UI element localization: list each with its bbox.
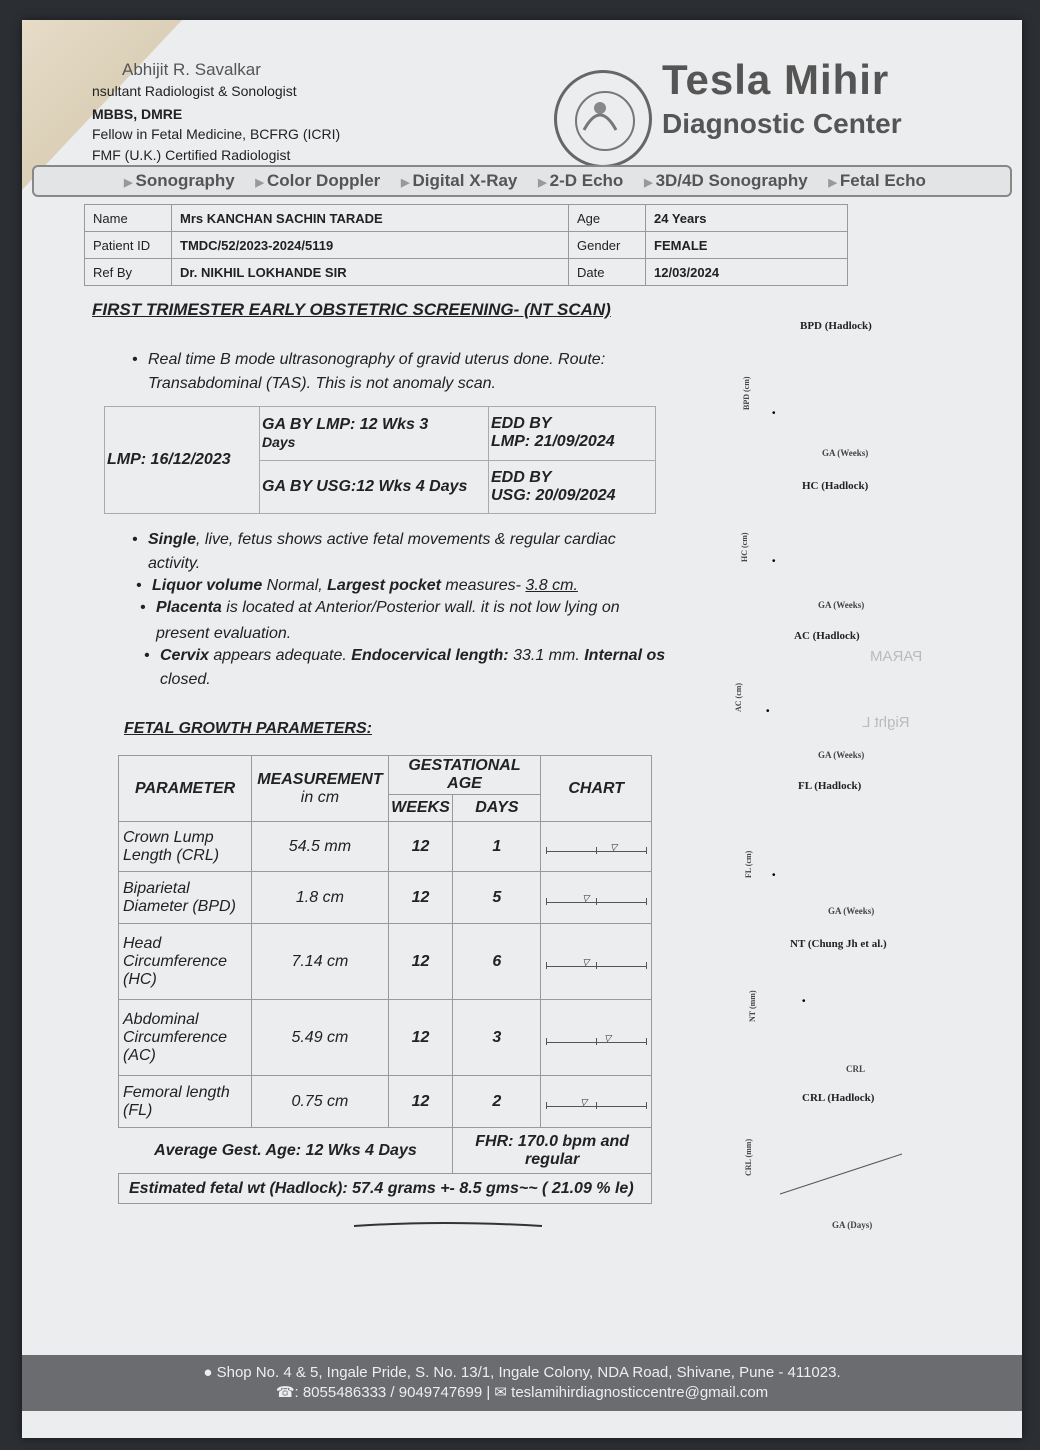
- finding-fetus: [148, 528, 616, 552]
- hc-chart-point: •: [772, 556, 776, 567]
- row-weeks: 12: [388, 822, 453, 872]
- row-parameter: [119, 1076, 252, 1128]
- footer-address-line: [22, 1363, 1022, 1383]
- gauge-marker: ▽: [610, 842, 618, 852]
- referring-doctor: Dr. NIKHIL LOKHANDE SIR: [172, 259, 569, 286]
- table-row: [119, 872, 652, 924]
- report-sheet: [22, 20, 1022, 1438]
- gauge-tick: [596, 1102, 597, 1109]
- service-color-doppler: ▶ Color Doppler: [255, 171, 380, 190]
- col-weeks: WEEKS: [388, 795, 453, 822]
- footer-contact-line: ☎: 8055486333 / 9049747699 | ✉ teslamihirdiagnosticcentre@gmail.com: [275, 1384, 769, 1401]
- placenta-label: Placenta: [156, 599, 222, 616]
- param-line-2: Length (CRL): [123, 846, 220, 864]
- fl-chart-title: FL (Hadlock): [798, 780, 862, 792]
- lmp-cell: LMP: 16/12/2023: [105, 407, 260, 514]
- fhr-cell: [453, 1128, 652, 1174]
- endocervical-value: 33.1 mm.: [508, 647, 585, 664]
- row-measurement: 5.49 cm: [252, 1000, 388, 1076]
- ga-usg-cell: GA BY USG:12 Wks 4 Days: [260, 460, 489, 514]
- gauge-tick: [596, 847, 597, 854]
- crl-chart-line: [778, 1150, 908, 1200]
- row-chart: [541, 822, 652, 872]
- table-row: [119, 924, 652, 1000]
- finding-placenta: [156, 596, 620, 620]
- ga-lmp-cell: [260, 407, 489, 461]
- col-measurement-2: in cm: [300, 788, 340, 806]
- footer-phone: : 8055486333 / 9049747699: [294, 1384, 483, 1401]
- location-pin-icon: ●: [203, 1364, 213, 1381]
- row-parameter: [119, 822, 252, 872]
- pocket-value: 3.8 cm.: [525, 577, 578, 594]
- param-line-1: Femoral length: [123, 1083, 230, 1101]
- doctor-fellowship: Fellow in Fetal Medicine, BCFRG (ICRI): [92, 126, 341, 142]
- param-line-1: Head: [123, 934, 162, 952]
- side-charts: [722, 300, 1012, 1240]
- pocket-text: measures-: [440, 577, 526, 594]
- nt-chart-xlabel: CRL: [846, 1064, 866, 1074]
- edd-lmp-line-1: EDD BY: [491, 415, 552, 433]
- gauge-tick: [646, 898, 647, 905]
- gauge-marker: ▽: [582, 957, 590, 967]
- row-measurement: 0.75 cm: [252, 1076, 388, 1128]
- bpd-chart-xlabel: GA (Weeks): [822, 448, 869, 458]
- ac-chart-title: AC (Hadlock): [794, 630, 860, 642]
- row-days: 3: [453, 1000, 541, 1076]
- finding-liquor: [152, 574, 578, 598]
- col-chart: CHART: [541, 756, 652, 822]
- fhr-line-2: regular: [525, 1150, 580, 1168]
- mini-gauge: [546, 841, 646, 852]
- mini-gauge: [546, 1032, 646, 1043]
- service-2d-echo: ▶ 2-D Echo: [538, 171, 623, 190]
- finding-cervix-cont: closed.: [160, 671, 211, 688]
- row-chart: [541, 924, 652, 1000]
- bpd-chart-point: •: [772, 408, 776, 419]
- param-line-2: Circumference: [123, 952, 228, 970]
- row-parameter: [119, 924, 252, 1000]
- doctor-certification: FMF (U.K.) Certified Radiologist: [92, 147, 291, 163]
- nt-chart-title: NT (Chung Jh et al.): [790, 938, 887, 950]
- mini-gauge: [546, 892, 646, 903]
- param-line-1: Abdominal: [123, 1010, 199, 1028]
- doctor-title: nsultant Radiologist & Sonologist: [92, 83, 297, 99]
- row-chart: [541, 872, 652, 924]
- average-ga: Average Gest. Age: 12 Wks 4 Days: [119, 1128, 453, 1174]
- patient-gender: FEMALE: [646, 232, 848, 259]
- mini-gauge: [546, 956, 646, 967]
- param-line-3: (HC): [123, 970, 157, 988]
- summary-row: [119, 1128, 652, 1174]
- underline-mark: [352, 1218, 552, 1232]
- col-measurement-1: MEASUREMENT: [257, 770, 383, 788]
- email-icon: ✉: [494, 1384, 507, 1401]
- service-digital-xray: ▶ Digital X-Ray: [401, 171, 517, 190]
- footer: [22, 1355, 1022, 1411]
- gauge-tick: [646, 847, 647, 854]
- row-parameter: [119, 872, 252, 924]
- row-measurement: 7.14 cm: [252, 924, 388, 1000]
- footer-address: Shop No. 4 & 5, Ingale Pride, S. No. 13/1, Ingale Colony, NDA Road, Shivane, Pune - 411023.: [216, 1364, 841, 1381]
- report-title: FIRST TRIMESTER EARLY OBSTETRIC SCREENING- (NT SCAN): [92, 300, 611, 319]
- efw-row: [119, 1174, 652, 1204]
- doctor-degree: MBBS, DMRE: [92, 106, 183, 122]
- nt-chart-point: •: [802, 996, 806, 1007]
- brand-title: Tesla Mihir: [662, 56, 890, 103]
- param-line-2: (FL): [123, 1101, 153, 1119]
- finding-cervix: [160, 644, 665, 668]
- param-line-2: Diameter (BPD): [123, 897, 236, 915]
- bpd-chart-title: BPD (Hadlock): [800, 320, 872, 332]
- param-line-2: Circumference: [123, 1028, 228, 1046]
- gauge-tick: [546, 962, 547, 969]
- intro-line-2: Transabdominal (TAS). This is not anomaly scan.: [148, 375, 496, 392]
- gauge-tick: [646, 1102, 647, 1109]
- patient-id: TMDC/52/2023-2024/5119: [172, 232, 569, 259]
- finding-placenta-cont: present evaluation.: [156, 625, 292, 642]
- ac-chart-ylabel: AC (cm): [734, 682, 743, 712]
- row-weeks: 12: [388, 924, 453, 1000]
- hc-chart-title: HC (Hadlock): [802, 480, 869, 492]
- finding-fetus-cont: activity.: [148, 555, 201, 572]
- col-ga-2: AGE: [447, 775, 482, 792]
- ac-chart-xlabel: GA (Weeks): [818, 750, 865, 760]
- gauge-tick: [596, 1038, 597, 1045]
- gauge-tick: [546, 898, 547, 905]
- bleed-through-text: PARAM: [870, 648, 923, 665]
- service-3d4d-sonography: ▶ 3D/4D Sonography: [644, 171, 808, 190]
- gauge-tick: [596, 962, 597, 969]
- row-days: 6: [453, 924, 541, 1000]
- ga-lmp-line-2: Days: [262, 434, 296, 451]
- patient-name: Mrs KANCHAN SACHIN TARADE: [172, 205, 569, 232]
- crl-chart-xlabel: GA (Days): [832, 1220, 873, 1230]
- row-weeks: 12: [388, 872, 453, 924]
- intro-line-1: • Real time B mode ultrasonography of gravid uterus done. Route:: [148, 348, 605, 372]
- cervix-label: Cervix: [160, 647, 209, 664]
- gender-label: Gender: [569, 232, 646, 259]
- ac-chart-point: •: [766, 706, 770, 717]
- row-measurement: 1.8 cm: [252, 872, 388, 924]
- row-weeks: 12: [388, 1076, 453, 1128]
- nt-chart-ylabel: NT (mm): [748, 990, 757, 1022]
- param-line-1: Biparietal: [123, 879, 190, 897]
- row-chart: [541, 1076, 652, 1128]
- growth-heading: FETAL GROWTH PARAMETERS:: [124, 720, 372, 737]
- gauge-tick: [546, 847, 547, 854]
- pocket-label: Largest pocket: [327, 577, 441, 594]
- row-days: 1: [453, 822, 541, 872]
- liquor-label: Liquor volume: [152, 577, 263, 594]
- hc-chart-xlabel: GA (Weeks): [818, 600, 865, 610]
- fl-chart-point: •: [772, 870, 776, 881]
- service-sonography: ▶ Sonography: [124, 171, 235, 190]
- fhr-line-1: FHR: 170.0 bpm and: [475, 1132, 630, 1150]
- edd-lmp-cell: [489, 407, 656, 461]
- finding-fetus-text: , live, fetus shows active fetal movements & regular cardiac: [196, 531, 616, 548]
- fl-chart-xlabel: GA (Weeks): [828, 906, 875, 916]
- col-ga-1: GESTATIONAL: [408, 757, 521, 774]
- phone-icon: ☎: [275, 1384, 295, 1401]
- bpd-chart-ylabel: BPD (cm): [742, 376, 751, 410]
- edd-usg-line-2: USG: 20/09/2024: [491, 486, 616, 504]
- doctor-name: Abhijit R. Savalkar: [122, 60, 261, 79]
- crl-chart-ylabel: CRL (mm): [744, 1138, 753, 1176]
- param-line-3: (AC): [123, 1046, 156, 1064]
- gauge-marker: ▽: [580, 1097, 588, 1107]
- gauge-tick: [596, 898, 597, 905]
- endocervical-label: Endocervical length:: [351, 647, 509, 664]
- placenta-text: is located at Anterior/Posterior wall. it is not low lying on: [221, 599, 620, 616]
- cervix-text: appears adequate.: [208, 647, 352, 664]
- service-fetal-echo: ▶ Fetal Echo: [828, 171, 925, 190]
- table-row: [119, 1000, 652, 1076]
- row-days: 5: [453, 872, 541, 924]
- liquor-status: Normal,: [262, 577, 328, 594]
- edd-usg-line-1: EDD BY: [491, 468, 552, 486]
- finding-fetus-label: Single: [148, 531, 197, 548]
- gauge-marker: ▽: [582, 893, 590, 903]
- gauge-tick: [646, 962, 647, 969]
- id-label: Patient ID: [85, 232, 172, 259]
- table-row: [119, 822, 652, 872]
- ultrasound-logo-icon: [554, 70, 652, 168]
- row-chart: [541, 1000, 652, 1076]
- dates-table: [104, 406, 656, 514]
- col-measurement: [252, 756, 388, 822]
- patient-age: 24 Years: [646, 205, 848, 232]
- internal-os-label: Internal os: [584, 647, 666, 664]
- gauge-marker: ▽: [604, 1033, 612, 1043]
- col-days: DAYS: [453, 795, 541, 822]
- row-weeks: 12: [388, 1000, 453, 1076]
- col-parameter: PARAMETER: [119, 756, 252, 822]
- fl-chart-ylabel: FL (cm): [744, 850, 753, 878]
- patient-info-table: [84, 204, 848, 286]
- footer-email: teslamihirdiagnosticcentre@gmail.com: [511, 1384, 769, 1401]
- edd-usg-cell: [489, 460, 656, 514]
- col-ga: [388, 756, 541, 795]
- ga-lmp-line-1: GA BY LMP: 12 Wks 3: [262, 416, 429, 434]
- age-label: Age: [569, 205, 646, 232]
- mini-gauge: [546, 1096, 646, 1107]
- report-date: 12/03/2024: [646, 259, 848, 286]
- gauge-tick: [646, 1038, 647, 1045]
- name-label: Name: [85, 205, 172, 232]
- edd-lmp-line-2: LMP: 21/09/2024: [491, 433, 615, 451]
- table-row: [119, 1076, 652, 1128]
- brand-subtitle: Diagnostic Center: [662, 108, 902, 139]
- hc-chart-ylabel: HC (cm): [740, 532, 749, 562]
- gauge-tick: [546, 1102, 547, 1109]
- row-parameter: [119, 1000, 252, 1076]
- crl-chart-title: CRL (Hadlock): [802, 1092, 875, 1104]
- param-line-1: Crown Lump: [123, 828, 214, 846]
- ref-label: Ref By: [85, 259, 172, 286]
- services-bar: [32, 165, 1012, 197]
- gauge-tick: [546, 1038, 547, 1045]
- growth-table: [118, 755, 652, 1204]
- row-measurement: 54.5 mm: [252, 822, 388, 872]
- bleed-through-text: Right L: [862, 714, 910, 731]
- estimated-fetal-weight: Estimated fetal wt (Hadlock): 57.4 grams +- 8.5 gms~~ ( 21.09 % le): [119, 1174, 652, 1204]
- date-label: Date: [569, 259, 646, 286]
- row-days: 2: [453, 1076, 541, 1128]
